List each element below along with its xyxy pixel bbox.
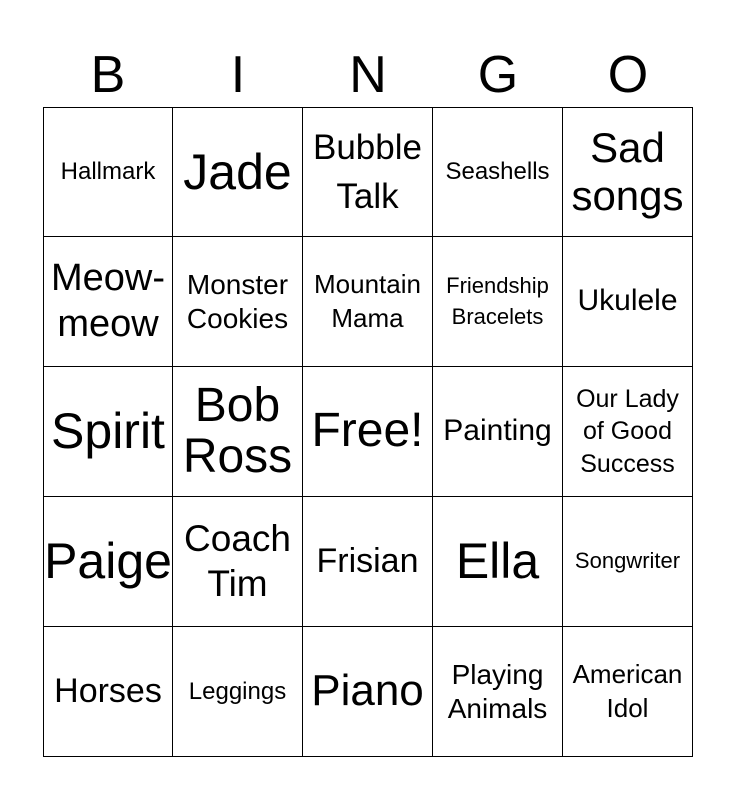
cell-label: Bubble Talk: [313, 128, 422, 216]
cell-label: Painting: [443, 414, 552, 448]
bingo-cell[interactable]: [173, 367, 303, 497]
bingo-cell[interactable]: [173, 497, 303, 627]
bingo-cell[interactable]: [43, 107, 173, 237]
cell-label: Jade: [183, 143, 292, 200]
cell-label: Monster Cookies: [186, 268, 289, 334]
bingo-cell[interactable]: [43, 627, 173, 757]
bingo-cell[interactable]: [303, 367, 433, 497]
header-letter-i: I: [230, 46, 246, 104]
bingo-cell[interactable]: [433, 627, 563, 757]
cell-label: Frisian: [316, 541, 419, 580]
cell-label: Ukulele: [577, 284, 678, 318]
cell-label: Hallmark: [60, 158, 156, 186]
header-letter-b: B: [90, 46, 126, 104]
cell-label: Bob Ross: [182, 379, 293, 483]
cell-label: Playing Animals: [447, 658, 548, 724]
cell-label: Songwriter: [574, 548, 681, 574]
bingo-cell[interactable]: [173, 627, 303, 757]
bingo-cell[interactable]: [173, 237, 303, 367]
cell-label: Sad songs: [571, 123, 684, 219]
bingo-cell[interactable]: [303, 107, 433, 237]
bingo-cell[interactable]: [433, 237, 563, 367]
bingo-cell[interactable]: [433, 497, 563, 627]
bingo-cell[interactable]: [173, 107, 303, 237]
cell-label: Coach Tim: [184, 518, 291, 604]
cell-label: Meow- meow: [50, 256, 166, 345]
header-letter-o: O: [607, 46, 649, 104]
cell-label: American Idol: [572, 658, 683, 723]
bingo-cell[interactable]: [563, 497, 693, 627]
cell-label: Our Lady of Good Success: [576, 384, 679, 478]
cell-label: Seashells: [445, 158, 550, 186]
cell-label: Ella: [455, 533, 540, 590]
header-letter-n: N: [349, 46, 387, 104]
bingo-cell[interactable]: [303, 237, 433, 367]
cell-label: Spirit: [51, 403, 165, 460]
header-letter-g: G: [477, 46, 519, 104]
bingo-cell[interactable]: [563, 237, 693, 367]
cell-label: Friendship Bracelets: [446, 273, 549, 329]
bingo-cell[interactable]: [43, 367, 173, 497]
cell-label: Free!: [311, 404, 424, 458]
bingo-cell[interactable]: [563, 627, 693, 757]
bingo-cell[interactable]: [43, 497, 173, 627]
bingo-cell[interactable]: [303, 627, 433, 757]
bingo-cell[interactable]: [43, 237, 173, 367]
cell-label: Leggings: [188, 677, 287, 705]
bingo-header: [43, 42, 693, 108]
bingo-cell[interactable]: [433, 367, 563, 497]
bingo-cell[interactable]: [563, 107, 693, 237]
cell-label: Paige: [44, 533, 172, 590]
bingo-grid: [43, 107, 693, 757]
bingo-cell[interactable]: [563, 367, 693, 497]
cell-label: Horses: [54, 671, 162, 710]
cell-label: Mountain Mama: [314, 268, 421, 333]
bingo-cell[interactable]: [303, 497, 433, 627]
bingo-cell[interactable]: [433, 107, 563, 237]
cell-label: Piano: [311, 666, 424, 716]
